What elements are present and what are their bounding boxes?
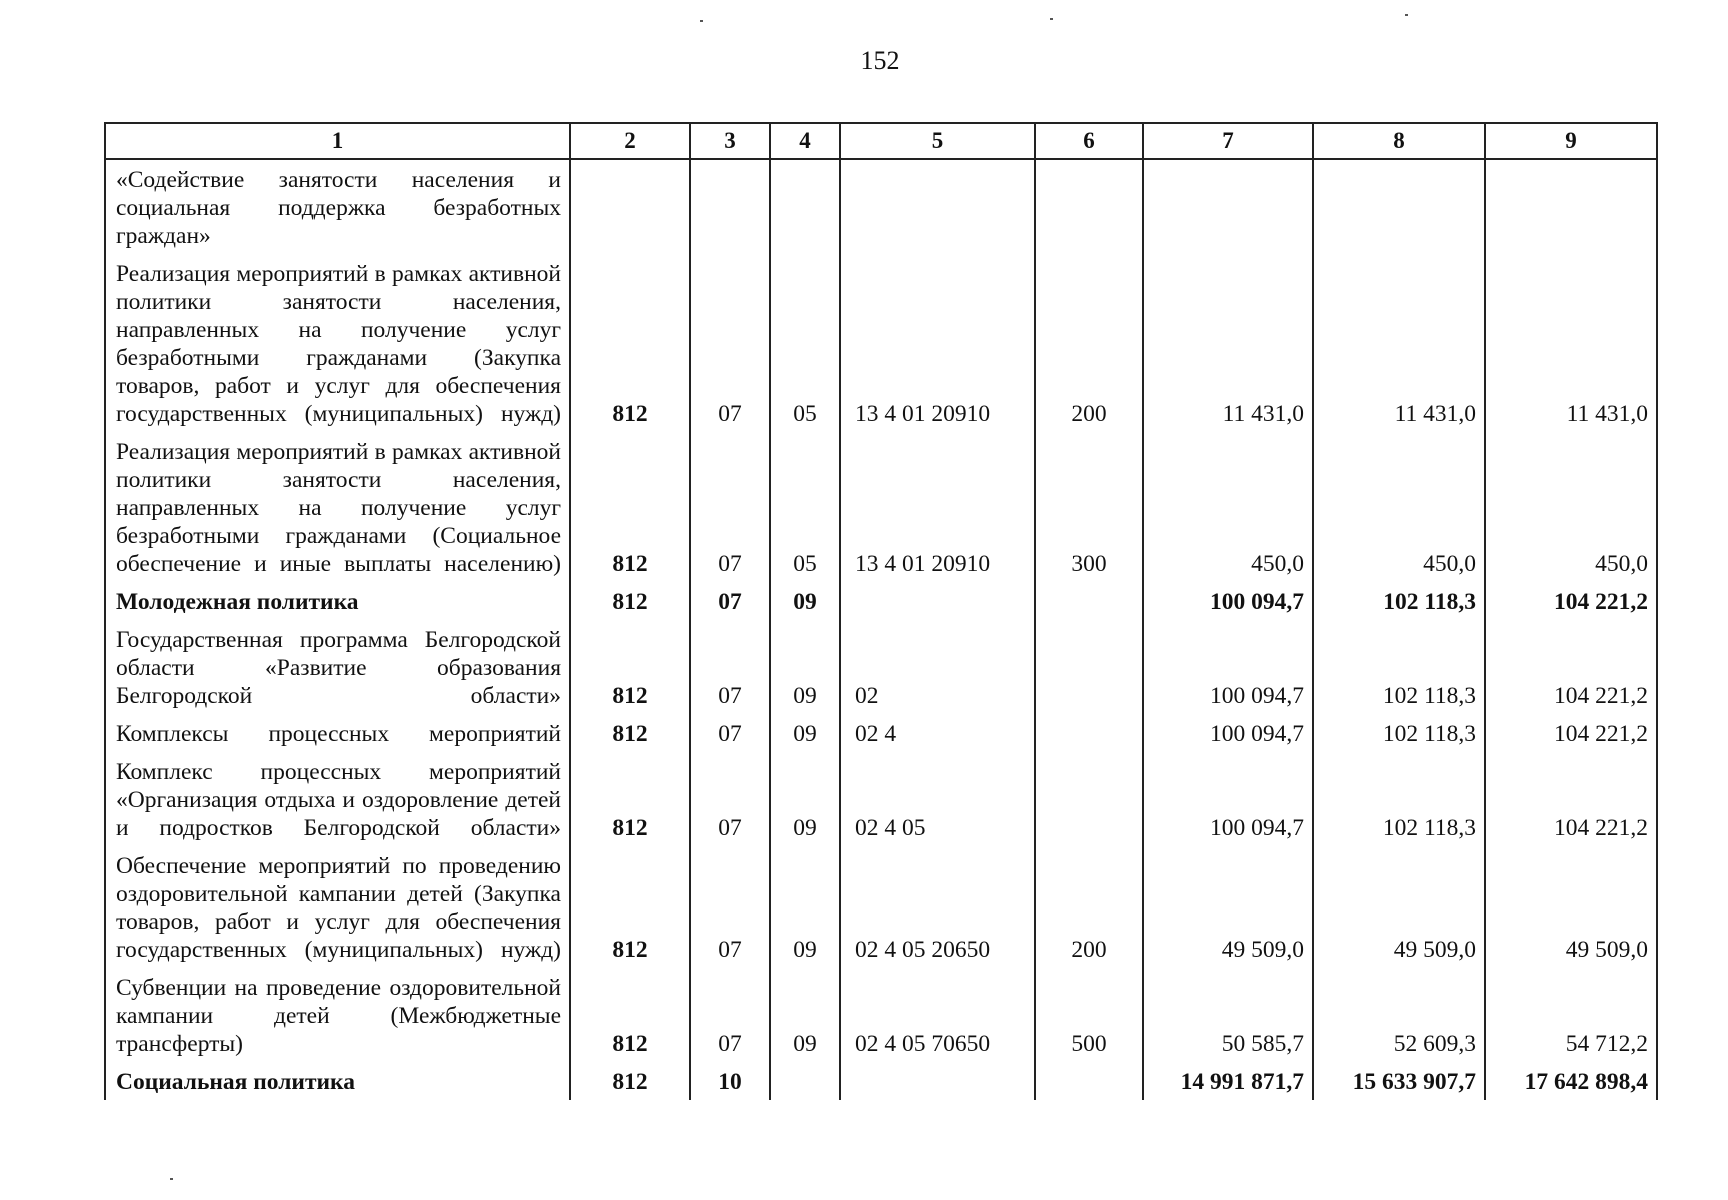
cell-col-8: 15 633 907,7 [1313,1062,1485,1100]
cell-col-5: 02 4 05 20650 [840,846,1035,968]
cell-col-2: 812 [570,254,690,432]
row-name: «Содействие занятости населения и социальная поддержка безработных граждан» [105,159,570,254]
cell-col-5: 13 4 01 20910 [840,254,1035,432]
scan-speck [1050,18,1053,20]
cell-col-6 [1035,620,1143,714]
row-name: Реализация мероприятий в рамках активной политики занятости населения, направленных на получение услуг безработными гражданами (Закупка товаров, работ и услуг для обеспечения государственных (муниципальных) нужд) [105,254,570,432]
table-row [105,582,1657,620]
cell-col-4 [770,1062,840,1100]
cell-col-9: 11 431,0 [1485,254,1657,432]
scan-speck [700,20,703,22]
cell-col-5: 02 4 05 [840,752,1035,846]
header-row [105,123,1657,159]
cell-col-6: 300 [1035,432,1143,582]
cell-col-9: 104 221,2 [1485,752,1657,846]
cell-col-8: 450,0 [1313,432,1485,582]
cell-col-8: 102 118,3 [1313,582,1485,620]
table-row [105,846,1657,968]
row-name: Реализация мероприятий в рамках активной политики занятости населения, направленных на получение услуг безработными гражданами (Социальное обеспечение и иные выплаты населению) [105,432,570,582]
scan-speck [1405,14,1408,16]
col-header-2: 2 [570,123,690,159]
row-name: Молодежная политика [105,582,570,620]
cell-col-9 [1485,159,1657,254]
table-row [105,714,1657,752]
cell-col-7: 14 991 871,7 [1143,1062,1313,1100]
cell-col-8: 102 118,3 [1313,620,1485,714]
row-name: Комплекс процессных мероприятий «Организация отдыха и оздоровление детей и подростков Белгородской области» [105,752,570,846]
cell-col-6: 200 [1035,254,1143,432]
cell-col-7: 49 509,0 [1143,846,1313,968]
cell-col-2: 812 [570,752,690,846]
table-row [105,1062,1657,1100]
table-row [105,159,1657,254]
cell-col-7: 100 094,7 [1143,714,1313,752]
cell-col-3: 07 [690,582,770,620]
cell-col-3 [690,159,770,254]
cell-col-2: 812 [570,968,690,1062]
cell-col-9: 450,0 [1485,432,1657,582]
cell-col-4: 09 [770,752,840,846]
cell-col-2: 812 [570,1062,690,1100]
cell-col-6 [1035,1062,1143,1100]
cell-col-6: 500 [1035,968,1143,1062]
table-row [105,968,1657,1062]
cell-col-8: 52 609,3 [1313,968,1485,1062]
cell-col-7: 100 094,7 [1143,752,1313,846]
scan-speck [170,1178,173,1180]
col-header-7: 7 [1143,123,1313,159]
cell-col-8: 11 431,0 [1313,254,1485,432]
cell-col-2 [570,159,690,254]
cell-col-4: 05 [770,254,840,432]
cell-col-5: 02 4 05 70650 [840,968,1035,1062]
cell-col-3: 07 [690,846,770,968]
col-header-1: 1 [105,123,570,159]
page-number: 152 [860,46,900,75]
cell-col-6 [1035,714,1143,752]
cell-col-3: 07 [690,968,770,1062]
row-name: Комплексы процессных мероприятий [105,714,570,752]
cell-col-8: 49 509,0 [1313,846,1485,968]
cell-col-5: 02 4 [840,714,1035,752]
cell-col-7: 100 094,7 [1143,620,1313,714]
col-header-8: 8 [1313,123,1485,159]
cell-col-2: 812 [570,620,690,714]
cell-col-9: 17 642 898,4 [1485,1062,1657,1100]
table-row [105,620,1657,714]
cell-col-3: 07 [690,752,770,846]
cell-col-7: 11 431,0 [1143,254,1313,432]
cell-col-5: 13 4 01 20910 [840,432,1035,582]
row-name: Обеспечение мероприятий по проведению оздоровительной кампании детей (Закупка товаров, работ и услуг для обеспечения государственных (муниципальных) нужд) [105,846,570,968]
cell-col-4: 09 [770,582,840,620]
cell-col-5 [840,159,1035,254]
row-name: Социальная политика [105,1062,570,1100]
cell-col-6: 200 [1035,846,1143,968]
cell-col-3: 07 [690,432,770,582]
cell-col-3: 10 [690,1062,770,1100]
table-row [105,254,1657,432]
cell-col-7 [1143,159,1313,254]
cell-col-7: 50 585,7 [1143,968,1313,1062]
cell-col-6 [1035,582,1143,620]
cell-col-5: 02 [840,620,1035,714]
cell-col-9: 104 221,2 [1485,714,1657,752]
col-header-6: 6 [1035,123,1143,159]
col-header-4: 4 [770,123,840,159]
col-header-5: 5 [840,123,1035,159]
cell-col-5 [840,582,1035,620]
cell-col-3: 07 [690,254,770,432]
cell-col-7: 100 094,7 [1143,582,1313,620]
row-name: Государственная программа Белгородской области «Развитие образования Белгородской области» [105,620,570,714]
cell-col-9: 49 509,0 [1485,846,1657,968]
cell-col-8: 102 118,3 [1313,752,1485,846]
cell-col-5 [840,1062,1035,1100]
cell-col-9: 54 712,2 [1485,968,1657,1062]
cell-col-2: 812 [570,714,690,752]
cell-col-8 [1313,159,1485,254]
cell-col-8: 102 118,3 [1313,714,1485,752]
row-name: Субвенции на проведение оздоровительной кампании детей (Межбюджетные трансферты) [105,968,570,1062]
cell-col-3: 07 [690,714,770,752]
cell-col-2: 812 [570,432,690,582]
budget-table [104,122,1658,1100]
table-row [105,432,1657,582]
cell-col-4 [770,159,840,254]
cell-col-3: 07 [690,620,770,714]
cell-col-4: 09 [770,968,840,1062]
col-header-3: 3 [690,123,770,159]
col-header-9: 9 [1485,123,1657,159]
cell-col-6 [1035,752,1143,846]
cell-col-2: 812 [570,846,690,968]
cell-col-4: 09 [770,846,840,968]
cell-col-2: 812 [570,582,690,620]
cell-col-9: 104 221,2 [1485,620,1657,714]
cell-col-4: 05 [770,432,840,582]
table-row [105,752,1657,846]
cell-col-9: 104 221,2 [1485,582,1657,620]
cell-col-6 [1035,159,1143,254]
cell-col-4: 09 [770,714,840,752]
cell-col-7: 450,0 [1143,432,1313,582]
cell-col-4: 09 [770,620,840,714]
